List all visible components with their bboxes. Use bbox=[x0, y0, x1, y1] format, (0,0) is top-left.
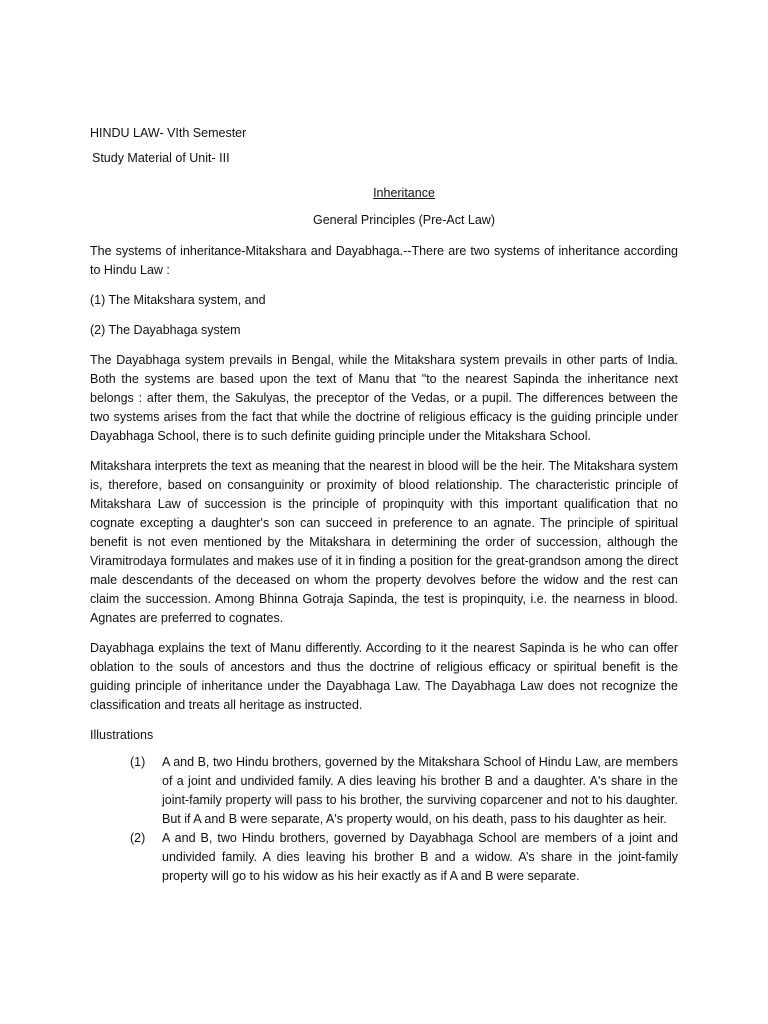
list-item bbox=[130, 829, 678, 886]
intro-paragraph: The systems of inheritance-Mitakshara and Dayabhaga.--There are two systems of inheritance according to Hindu Law : bbox=[90, 244, 678, 277]
illustrations-list bbox=[90, 753, 678, 886]
list-item-number: (2) bbox=[130, 831, 146, 845]
list-item-text: A and B, two Hindu brothers, governed by the Mitakshara School of Hindu Law, are members of a joint and undivided family. A dies leaving his brother B and a daughter. A's share in the joint-family property will pass to his brother, the surviving coparcener and not to his daughter. But if A and B were separate, A's property would, on his death, pass to his daughter as heir. bbox=[162, 755, 678, 826]
section-subtitle: General Principles (Pre-Act Law) bbox=[312, 213, 495, 227]
list-item-text: A and B, two Hindu brothers, governed by Dayabhaga School are members of a joint and undivided family. A dies leaving his brother B and a widow. A’s share in the joint-family property will go to his widow as his heir exactly as if A and B were separate. bbox=[162, 831, 678, 883]
dayabhaga-explanation-paragraph: Dayabhaga explains the text of Manu differently. According to it the nearest Sapinda is he who can offer oblation to the souls of ancestors and thus the doctrine of religious efficacy or spiritual benefit is the guiding principle of inheritance under the Dayabhaga Law. The Dayabhaga Law does not recognize the classification and treats all heritage as instructed. bbox=[90, 641, 678, 712]
mitakshara-paragraph: Mitakshara interprets the text as meaning that the nearest in blood will be the heir. The Mitakshara system is, therefore, based on consanguinity or proximity of blood relationship. The characteristic principle of Mitakshara Law of succession is the principle of propinquity with this important qualification that no cognate excepting a daughter's son can succeed in preference to an agnate. The principle of spiritual benefit is not even mentioned by the Mitakshara in determining the order of succession, although the Viramitrodaya formulates and makes use of it in finding a position for the great-grandson among the direct male descendants of the deceased on whom the property devolves before the widow and the rest can claim the succession. Among Bhinna Gotraja Sapinda, the test is propinquity, i.e. the nearness in blood. Agnates are preferred to cognates. bbox=[90, 459, 678, 625]
system-item-1: (1) The Mitakshara system, and bbox=[90, 293, 266, 307]
course-header: HINDU LAW- VIth Semester bbox=[90, 126, 247, 140]
list-item-number: (1) bbox=[130, 755, 146, 769]
illustrations-heading: Illustrations bbox=[90, 728, 154, 742]
list-item bbox=[130, 753, 678, 829]
section-title: Inheritance bbox=[373, 186, 435, 200]
system-item-2: (2) The Dayabhaga system bbox=[90, 323, 241, 337]
dayabhaga-paragraph: The Dayabhaga system prevails in Bengal, while the Mitakshara system prevails in other parts of India. Both the systems are based upon the text of Manu that "to the nearest Sapinda the inheritance next belongs : after them, the Sakulyas, the preceptor of the Vedas, or a pupil. The differences between the two systems arises from the fact that while the doctrine of religious efficacy is the guiding principle under Dayabhaga School, there is to such definite guiding principle under the Mitakshara School. bbox=[90, 353, 678, 443]
unit-header: Study Material of Unit- III bbox=[92, 151, 230, 165]
